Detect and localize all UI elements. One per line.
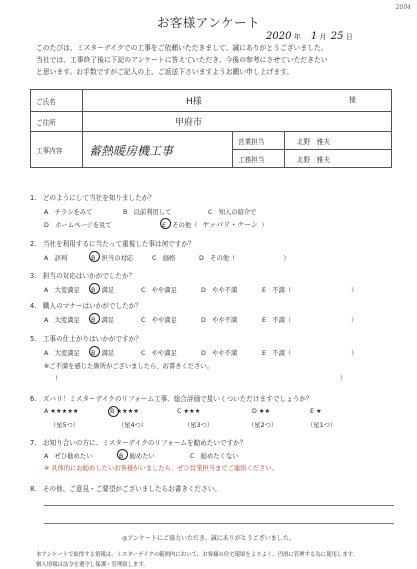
date-month: 1	[310, 31, 318, 42]
sales-value: 北野 雅夫	[285, 132, 392, 150]
q6-option-c[interactable]: C ★★★	[177, 408, 201, 415]
q2-option-b[interactable]: B 担当の対応	[91, 255, 134, 262]
q5-option-e[interactable]	[262, 348, 357, 357]
intro-line: と思います。お手数ですがご記入の上、ご返送下さいますようお願い申し上げます。	[36, 68, 294, 77]
q5-option-b[interactable]: B 満足	[91, 350, 115, 357]
q1-option-d[interactable]: D ホームページを見て	[44, 222, 112, 229]
address-cell	[83, 112, 392, 132]
q1-option-b[interactable]: B 以前利用して	[123, 209, 172, 216]
construction-label: 工務担当	[233, 150, 285, 168]
q6-sub-b: （星4つ）	[118, 422, 148, 429]
q3-option-e-close: ）	[351, 287, 358, 294]
q3-option-b[interactable]: B 満足	[91, 287, 115, 294]
q4-option-a[interactable]: A 大変満足	[44, 317, 80, 324]
q6-option-d[interactable]: D ★★	[252, 408, 271, 415]
q6-sub-c: （星3つ）	[184, 422, 214, 429]
q4-option-e-label: E 不満（	[262, 317, 292, 324]
q5-note: ※ご不満を感じた箇所がございましたら、お書きください。	[44, 363, 213, 370]
q7-option-b[interactable]: B 勧めたい	[119, 453, 155, 460]
q2-option-a[interactable]: A 評判	[44, 255, 68, 262]
q2-text: 2. 当社を利用するに当たって重視した事は何ですか？	[30, 240, 195, 248]
q4-option-b[interactable]: B 満足	[91, 317, 115, 324]
q3-option-e[interactable]	[262, 285, 357, 294]
q5-selected-circle	[89, 346, 100, 357]
q5-text: 5. 工事の仕上がりはいかがですか？	[30, 335, 142, 343]
name-cell	[83, 90, 392, 112]
q1-option-e-close: ）	[261, 222, 268, 229]
intro-line: 当社では、工事終了後に下記のアンケートに答えていただき、今後の参考にさせていただきたい	[36, 56, 328, 65]
name-label: ご氏名	[31, 90, 83, 112]
q6-text: 6. ズバリ！ミスターデイクのリフォーム工事、総合評価で星いくついただけますでしょうか？	[30, 395, 313, 403]
q5-option-e-close: ）	[351, 350, 358, 357]
sales-label: 営業担当	[233, 132, 285, 150]
q4-option-d[interactable]: D やや不満	[201, 317, 238, 324]
q4-selected-circle	[89, 313, 100, 324]
date-month-label: 月	[319, 33, 327, 41]
q8-answer-line[interactable]	[44, 523, 394, 524]
q2-option-d[interactable]	[199, 253, 290, 262]
address-value: 甲府市	[175, 118, 203, 128]
q7-text: 7. お知り合いの方に、ミスターデイクのリフォームを勧めたいですか？	[30, 439, 247, 447]
q5-option-c[interactable]: C やや満足	[141, 350, 177, 357]
q1-option-a[interactable]: A チラシをみて	[44, 209, 93, 216]
customer-info-table	[30, 89, 392, 168]
q1-option-e[interactable]	[162, 220, 268, 230]
intro-text	[36, 42, 396, 79]
intro-line: このたびは、ミスターデイクでの工事をご依頼いただきまして、誠にありがとうございました。	[36, 44, 328, 52]
q2-option-d-close: ）	[283, 255, 290, 262]
q6-sub-e: （星1つ）	[307, 422, 337, 429]
date-year: 2020	[266, 31, 292, 42]
name-value: H様	[186, 97, 202, 107]
q1-selected-circle	[160, 218, 171, 229]
q2-option-c[interactable]: C 価格	[152, 255, 176, 262]
q2-option-d-label: D その他（	[199, 255, 236, 262]
q3-option-e-label: E 不満（	[262, 287, 292, 294]
q5-option-e-label: E 不満（	[262, 350, 292, 357]
privacy-text-2: 個人情報は法令を遵守し保護・管理致します。	[36, 562, 149, 568]
q6-option-a[interactable]: A ★★★★★	[44, 408, 79, 415]
q5-comment-open[interactable]: （	[52, 375, 59, 382]
q6-selected-circle	[108, 406, 119, 417]
q3-option-a[interactable]: A 大変満足	[44, 287, 80, 294]
q3-text: 3. 担当の対応はいかがでしたか？	[30, 272, 136, 280]
q7-option-a[interactable]: A ぜひ勧めたい	[44, 453, 93, 460]
q4-option-e-close: ）	[351, 317, 358, 324]
q8-answer-line[interactable]	[44, 505, 394, 506]
q6-sub-a: （星5つ）	[50, 422, 80, 429]
q5-option-a[interactable]: A 大変満足	[44, 350, 80, 357]
work-cell	[83, 132, 233, 168]
q1-text: 1. どのようにして当社を知りましたか？	[30, 194, 155, 202]
q6-option-b[interactable]: B ★★★★	[110, 408, 139, 415]
survey-title: お客様アンケート	[156, 15, 261, 30]
q5-option-d[interactable]: D やや不満	[201, 350, 238, 357]
q3-option-c[interactable]: C やや満足	[141, 287, 177, 294]
q4-text: 4. 職人のマナーはいかがでしたか？	[30, 302, 142, 310]
q7-note: ※ 具体的にお勧めしたいお客様がいましたら、ぜひ営業担当までご連絡ください。	[44, 465, 278, 472]
q6-option-e[interactable]: E ★	[310, 408, 322, 415]
name-suffix: 様	[349, 96, 356, 104]
q1-other-answer: ヤッパリ・ケーン	[201, 221, 258, 229]
q1-option-e-label: E その他（	[162, 222, 198, 229]
date-day: 25	[330, 31, 344, 42]
construction-value: 北野 雅夫	[285, 150, 392, 168]
q3-option-d[interactable]: D やや不満	[201, 287, 238, 294]
q6-sub-d: （星2つ）	[248, 422, 278, 429]
q2-selected-circle	[89, 251, 100, 262]
privacy-text: 本アンケートで取得する情報は、ミスターデイクの範囲内において、お客様の住宅環境をよりよく、円滑に管理する為に使用します。	[36, 552, 358, 558]
date-day-label: 日	[345, 33, 353, 41]
q7-option-c[interactable]: C 勧めたくない	[190, 453, 239, 460]
q7-selected-circle	[117, 449, 128, 460]
q1-option-c[interactable]: C 知人の紹介で	[208, 209, 257, 216]
q8-text: 8. その他、ご意見・ご要望がございましたらお書きください。	[30, 485, 221, 493]
q5-comment-close: ）	[340, 375, 347, 382]
work-value: 蓄熱暖房機工事	[89, 144, 174, 158]
address-label: ご住所	[31, 112, 83, 132]
corner-note: 2094	[395, 4, 411, 11]
date-year-label: 年	[293, 33, 301, 41]
work-label: 工事内容	[31, 132, 83, 168]
q4-option-e[interactable]	[262, 315, 357, 324]
q3-selected-circle	[89, 283, 100, 294]
thanks-text: ◎アンケートにご協力いただき、誠にありがとうございました。	[122, 535, 295, 542]
q4-option-c[interactable]: C やや満足	[141, 317, 177, 324]
date-line	[266, 31, 353, 42]
